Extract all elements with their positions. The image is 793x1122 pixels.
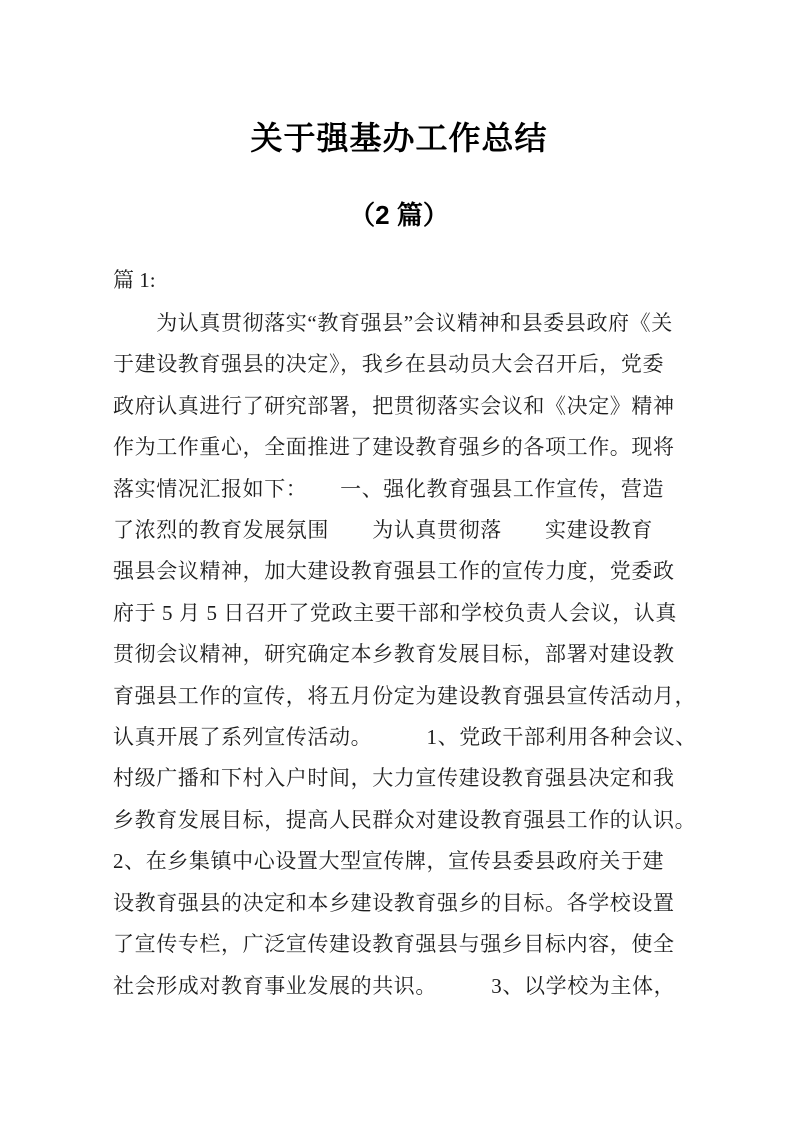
section-label: 篇 1:: [113, 268, 156, 292]
body-line: 了浓烈的教育发展氛围 为认真贯彻落 实建设教育: [113, 518, 653, 543]
body-line: 育强县工作的宣传，将五月份定为建设教育强县宣传活动月，: [113, 683, 697, 708]
body-line: 为认真贯彻落实“教育强县”会议精神和县委县政府《关: [113, 311, 673, 335]
body-line: 政府认真进行了研究部署，把贯彻落实会议和《决定》精神: [113, 393, 675, 418]
body-line: 乡教育发展目标，提高人民群众对建设教育强县工作的认识。: [113, 807, 697, 832]
body-line: 了宣传专栏，广泛宣传建设教育强县与强乡目标内容，使全: [113, 932, 675, 957]
body-line: 村级广播和下村入户时间，大力宣传建设教育强县决定和我: [113, 766, 675, 791]
body-line: 2、在乡集镇中心设置大型宣传牌，宣传县委县政府关于建: [113, 849, 665, 874]
body-line: 作为工作重心，全面推进了建设教育强乡的各项工作。现将: [113, 435, 675, 460]
document-subtitle: （2 篇）: [349, 200, 449, 230]
body-line: 于建设教育强县的决定》，我乡在县动员大会召开后，党委: [113, 352, 665, 377]
document-body: [113, 303, 697, 1007]
body-line: 强县会议精神，加大建设教育强县工作的宣传力度，党委政: [113, 559, 675, 584]
body-line: 认真开展了系列宣传活动。 1、党政干部利用各种会议、: [113, 725, 697, 750]
body-line: 落实情况汇报如下： 一、强化教育强县工作宣传，营造: [113, 476, 665, 501]
document-title: 关于强基办工作总结: [250, 120, 548, 156]
body-line: 设教育强县的决定和本乡建设教育强乡的目标。各学校设置: [113, 890, 675, 915]
body-line: 府于 5 月 5 日召开了党政主要干部和学校负责人会议，认真: [113, 600, 677, 625]
body-line: 社会形成对教育事业发展的共识。 3、以学校为主体，: [113, 973, 676, 998]
body-line: 贯彻会议精神，研究确定本乡教育发展目标，部署对建设教: [113, 642, 675, 667]
